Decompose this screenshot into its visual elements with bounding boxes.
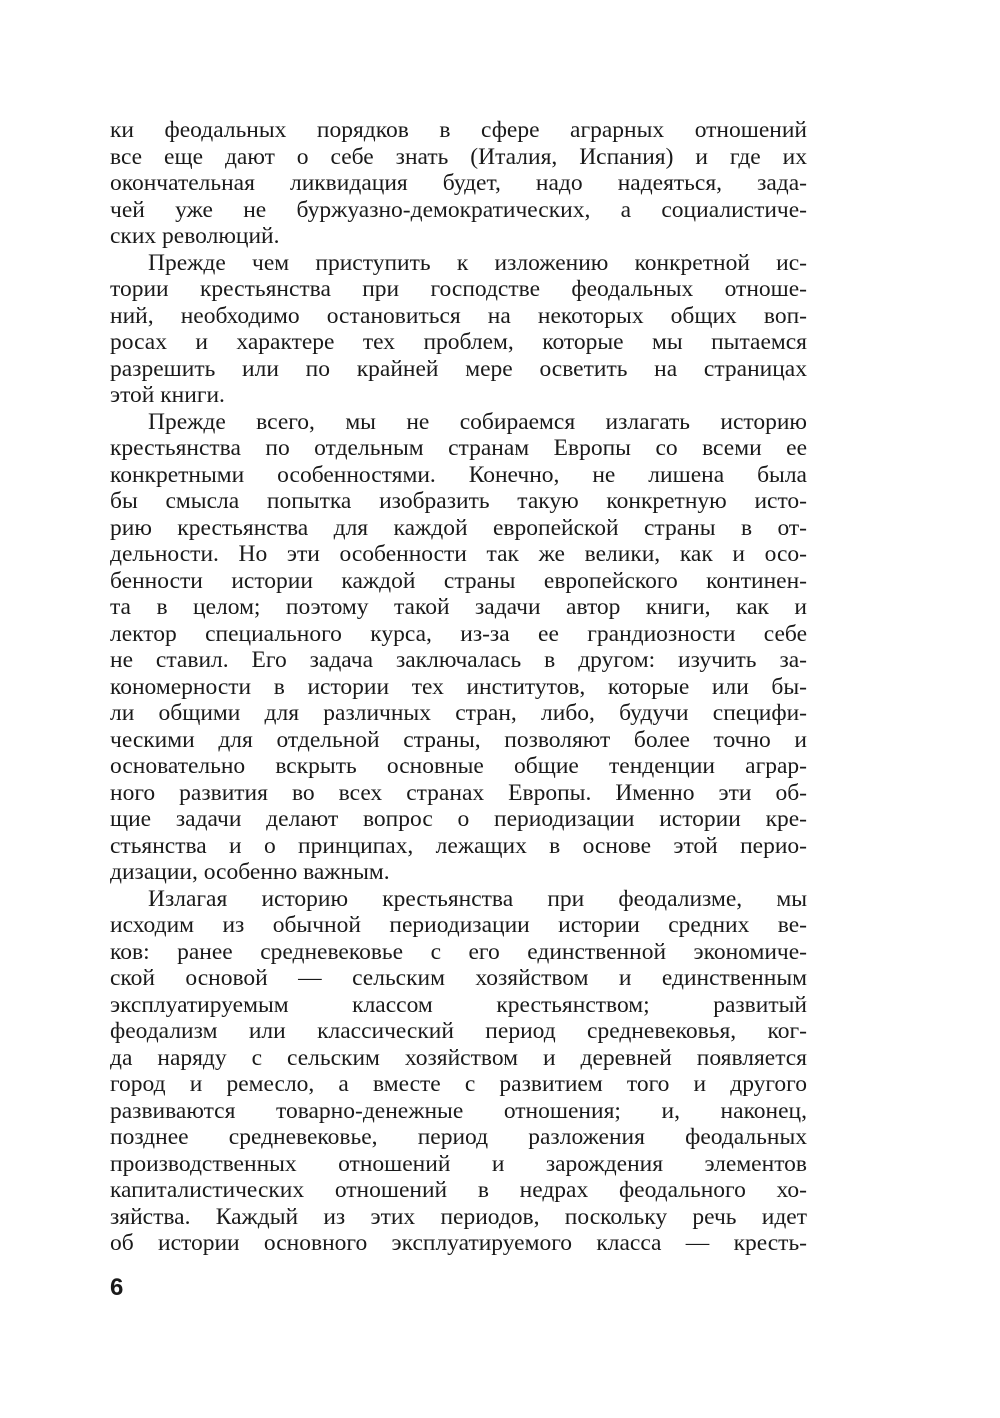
page-number: 6 bbox=[110, 1274, 124, 1301]
text-line: все еще дают о себе знать (Италия, Испания) и где их bbox=[110, 143, 807, 170]
text-line: позднее средневековье, период разложения феодальных bbox=[110, 1124, 807, 1150]
text-line: основательно вскрыть основные общие тенденции аграр- bbox=[110, 753, 807, 779]
text-line: капиталистических отношений в недрах феодального хо- bbox=[110, 1177, 807, 1203]
text-line: дельности. Но эти особенности так же велики, как и осо- bbox=[110, 541, 807, 567]
paragraph bbox=[110, 886, 807, 1257]
text-line: разрешить или по крайней мере осветить на страницах bbox=[110, 355, 807, 382]
text-line: кономерности в истории тех институтов, которые или бы- bbox=[110, 673, 807, 700]
paragraph bbox=[110, 250, 807, 409]
text-line: ков: ранее средневековье с его единственной экономиче- bbox=[110, 938, 807, 965]
text-line: город и ремесло, а вместе с развитием того и другого bbox=[110, 1071, 807, 1097]
text-line: зяйства. Каждый из этих периодов, поскольку речь идет bbox=[110, 1203, 807, 1230]
text-line: не ставил. Его задача заключалась в другом: изучить за- bbox=[110, 647, 807, 673]
text-line: лектор специального курса, из-за ее грандиозности себе bbox=[110, 620, 807, 647]
text-line: ки феодальных порядков в сфере аграрных отношений bbox=[110, 117, 807, 143]
text-line: этой книги. bbox=[110, 382, 225, 408]
paragraph bbox=[110, 409, 807, 886]
text-line: Прежде всего, мы не собираемся излагать историю bbox=[148, 408, 807, 435]
text-line: развиваются товарно-денежные отношения; и, наконец, bbox=[110, 1097, 807, 1124]
text-line: ний, необходимо остановиться на некоторых общих воп- bbox=[110, 302, 807, 329]
text-line: исходим из обычной периодизации истории средних ве- bbox=[110, 912, 807, 938]
text-line: производственных отношений и зарождения элементов bbox=[110, 1150, 807, 1177]
paragraph bbox=[110, 117, 807, 250]
text-line: щие задачи делают вопрос о периодизации истории кре- bbox=[110, 806, 807, 832]
text-line: Прежде чем приступить к изложению конкретной ис- bbox=[148, 249, 807, 276]
text-line: стьянства и о принципах, лежащих в основе этой перио- bbox=[110, 832, 807, 859]
text-line: ческими для отдельной страны, позволяют более точно и bbox=[110, 726, 807, 753]
text-line: тории крестьянства при господстве феодальных отноше- bbox=[110, 276, 807, 302]
text-line: феодализм или классический период средневековья, ког- bbox=[110, 1018, 807, 1044]
text-line: конкретными особенностями. Конечно, не лишена была bbox=[110, 461, 807, 488]
text-line: эксплуатируемым классом крестьянством; развитый bbox=[110, 991, 807, 1018]
text-line: окончательная ликвидация будет, надо надеяться, зада- bbox=[110, 170, 807, 196]
text-line: об истории основного эксплуатируемого класса — кресть- bbox=[110, 1230, 807, 1256]
text-line: дизации, особенно важным. bbox=[110, 859, 390, 885]
text-line: ских революций. bbox=[110, 223, 280, 249]
text-line: ской основой — сельским хозяйством и единственным bbox=[110, 965, 807, 991]
text-line: да наряду с сельским хозяйством и деревней появляется bbox=[110, 1044, 807, 1071]
text-line: крестьянства по отдельным странам Европы со всеми ее bbox=[110, 435, 807, 461]
text-line: та в целом; поэтому такой задачи автор книги, как и bbox=[110, 594, 807, 620]
page-body-text bbox=[110, 117, 807, 1257]
text-line: бенности истории каждой страны европейского континен- bbox=[110, 567, 807, 594]
text-line: росах и характере тех проблем, которые мы пытаемся bbox=[110, 329, 807, 355]
text-line: рию крестьянства для каждой европейской страны в от- bbox=[110, 514, 807, 541]
text-line: бы смысла попытка изобразить такую конкретную исто- bbox=[110, 488, 807, 514]
text-line: Излагая историю крестьянства при феодализме, мы bbox=[148, 885, 807, 912]
text-line: ного развития во всех странах Европы. Именно эти об- bbox=[110, 779, 807, 806]
text-line: чей уже не буржуазно-демократических, а социалистиче- bbox=[110, 196, 807, 223]
text-line: ли общими для различных стран, либо, будучи специфи- bbox=[110, 700, 807, 726]
